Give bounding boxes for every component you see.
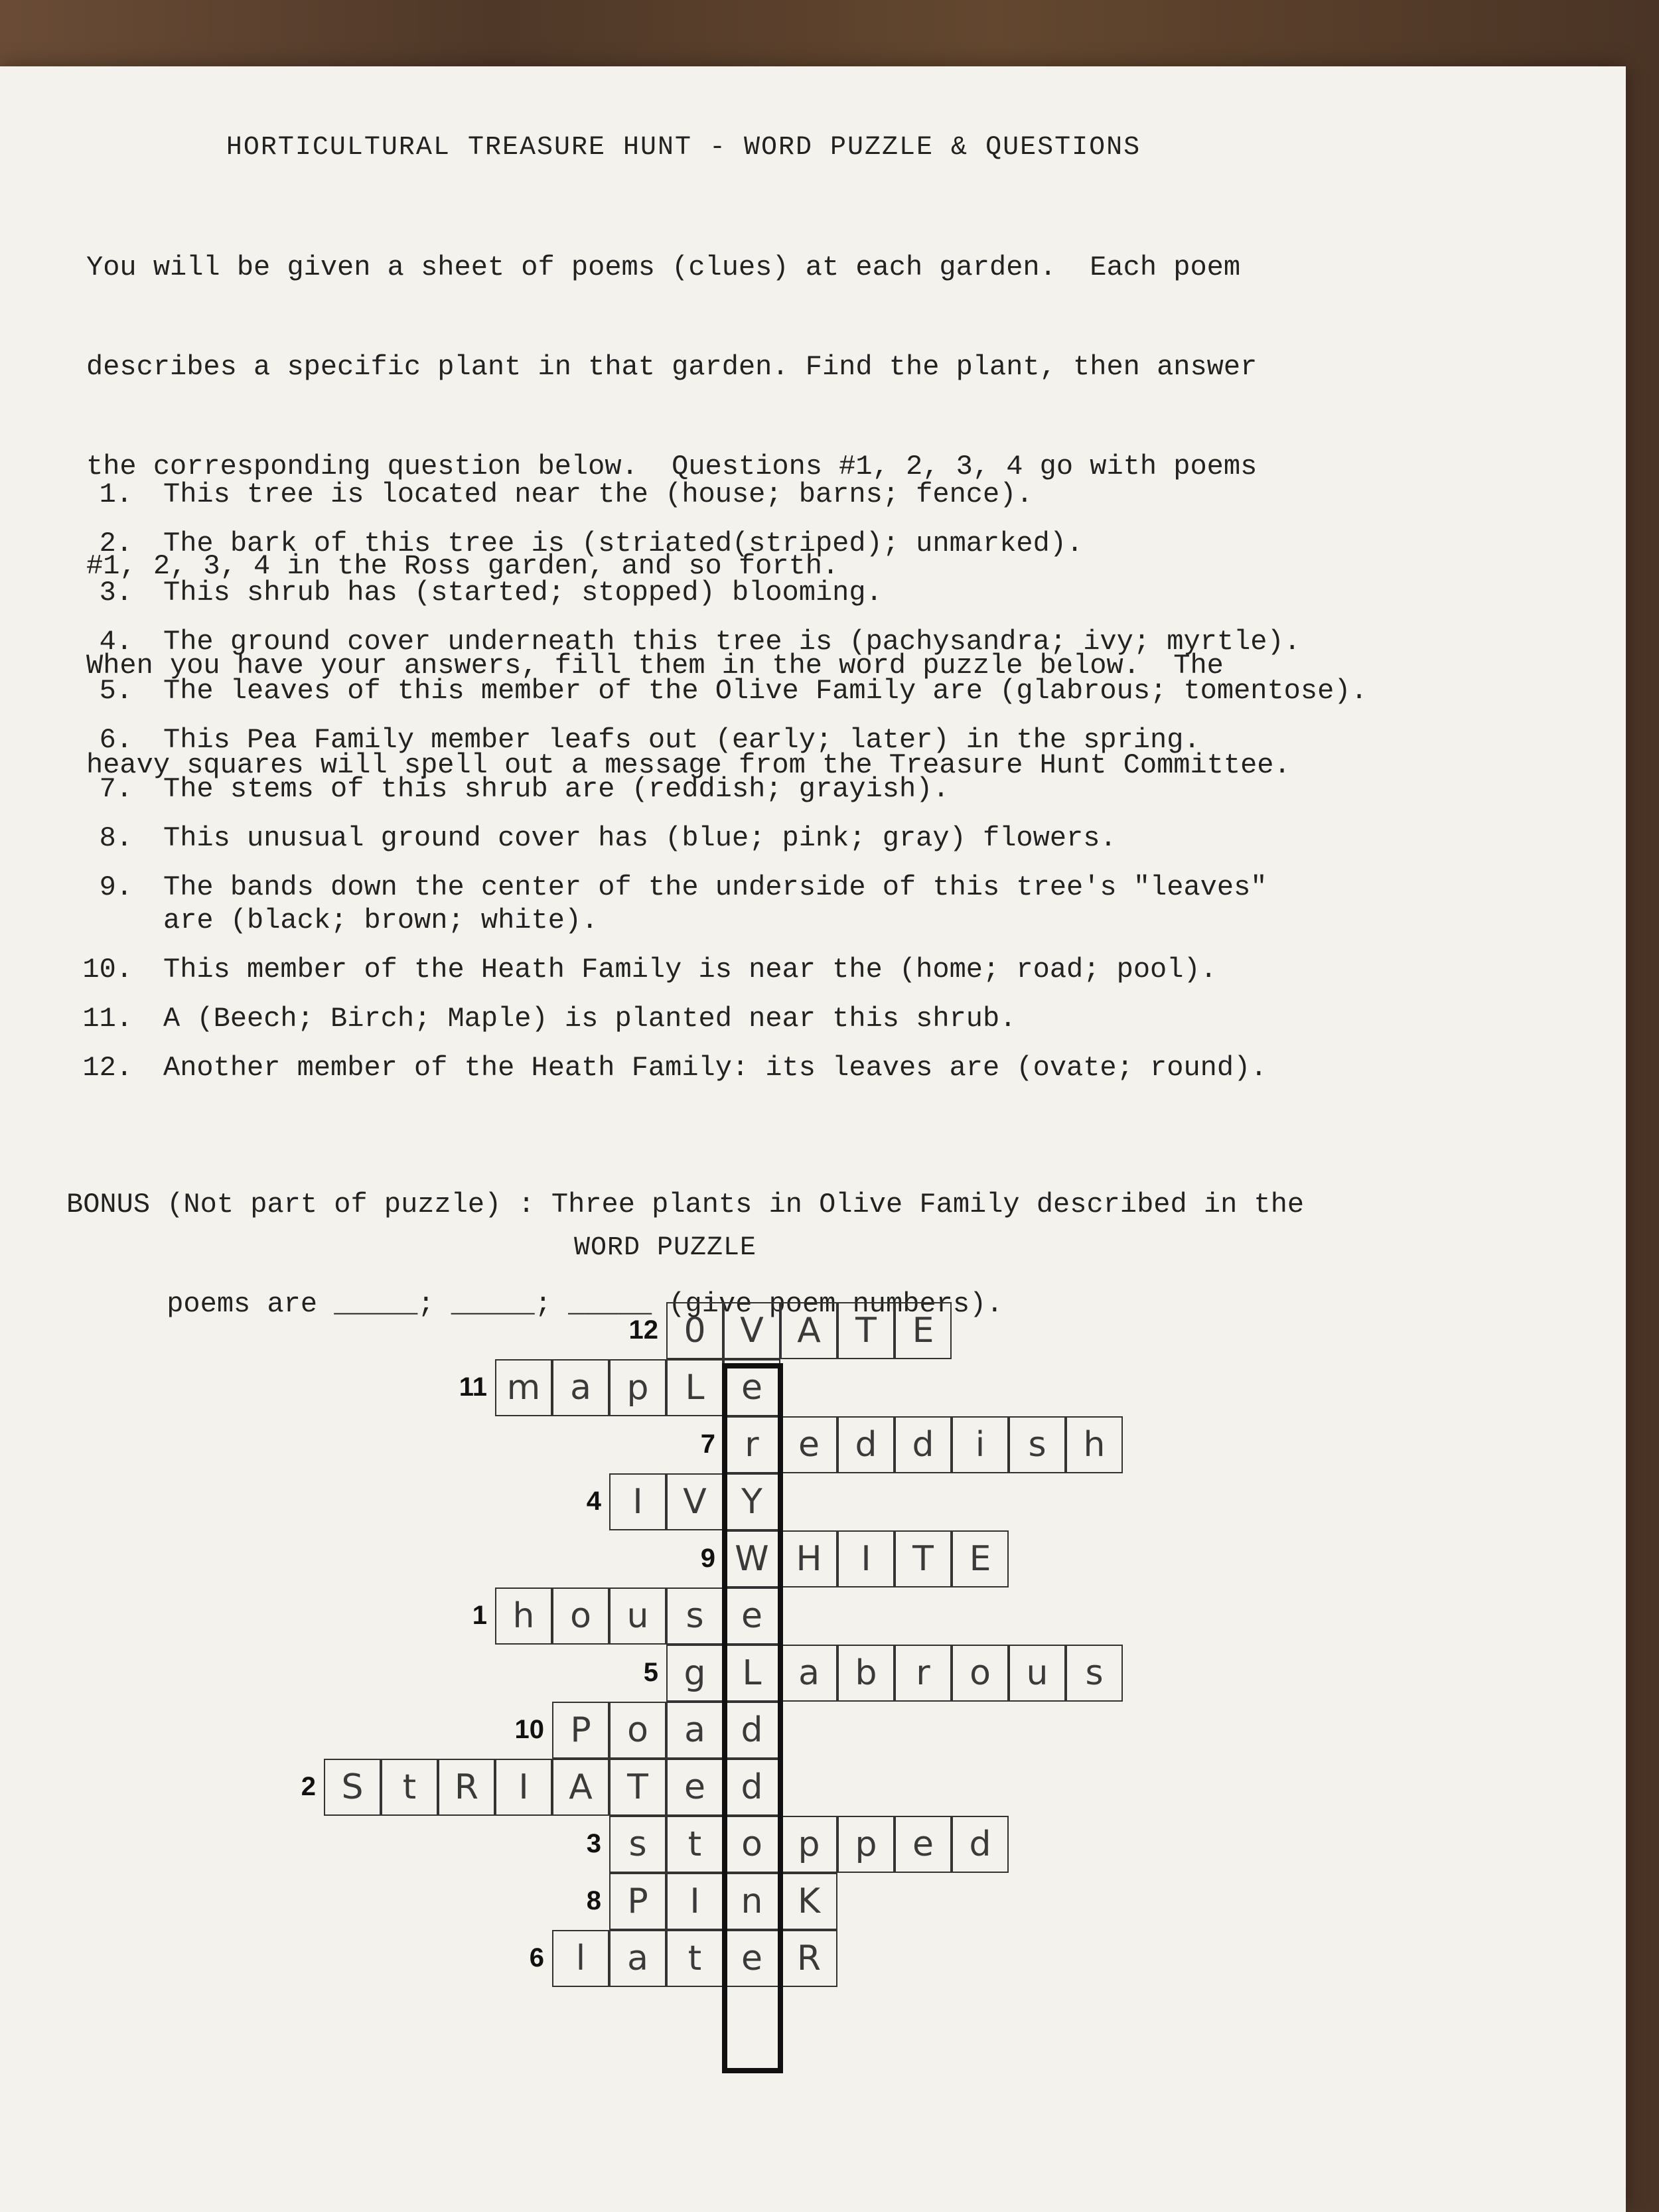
puzzle-cell[interactable]: d — [837, 1416, 895, 1473]
clue-number: 2 — [301, 1772, 316, 1801]
instruction-line: When you have your answers, fill them in the word puzzle below. The — [86, 650, 1224, 682]
question-3 — [60, 576, 1586, 625]
puzzle-cell[interactable]: b — [837, 1645, 895, 1702]
puzzle-cell[interactable]: s — [609, 1816, 666, 1873]
puzzle-cell[interactable]: g — [666, 1645, 723, 1702]
puzzle-cell[interactable]: e — [666, 1759, 723, 1816]
clue-number: 1 — [472, 1601, 487, 1630]
puzzle-cell[interactable]: L — [666, 1359, 723, 1416]
clue-number: 4 — [586, 1487, 601, 1516]
puzzle-cell[interactable]: r — [895, 1645, 952, 1702]
puzzle-cell[interactable]: p — [780, 1816, 837, 1873]
puzzle-cell[interactable]: S — [324, 1759, 381, 1816]
bonus-line: BONUS (Not part of puzzle) : Three plants in Olive Family described in the — [66, 1189, 1305, 1220]
puzzle-cell[interactable]: h — [495, 1587, 552, 1645]
puzzle-cell[interactable]: Y — [723, 1473, 780, 1530]
clue-number: 8 — [586, 1886, 601, 1915]
puzzle-cell[interactable]: T — [895, 1530, 952, 1587]
puzzle-cell[interactable]: h — [1066, 1416, 1123, 1473]
question-text — [163, 871, 1267, 937]
puzzle-cell[interactable]: s — [666, 1587, 723, 1645]
question-number: 7. — [99, 773, 133, 805]
question-text-line: The bands down the center of the underside of this tree's "leaves" — [163, 871, 1267, 903]
puzzle-cell[interactable]: o — [723, 1816, 780, 1873]
puzzle-cell[interactable]: I — [609, 1473, 666, 1530]
puzzle-cell[interactable]: o — [552, 1587, 609, 1645]
puzzle-cell[interactable]: u — [1009, 1645, 1066, 1702]
question-number: 4. — [99, 626, 133, 658]
question-7 — [60, 773, 1586, 822]
puzzle-cell[interactable]: a — [780, 1645, 837, 1702]
puzzle-cell[interactable]: t — [666, 1930, 723, 1987]
question-9 — [60, 871, 1586, 953]
puzzle-cell[interactable]: e — [723, 1930, 780, 1987]
question-text: This unusual ground cover has (blue; pink; gray) flowers. — [163, 822, 1117, 854]
puzzle-cell[interactable]: e — [723, 1587, 780, 1645]
puzzle-cell[interactable]: A — [552, 1759, 609, 1816]
question-text-line: are (black; brown; white). — [163, 905, 599, 936]
puzzle-cell[interactable]: V — [666, 1473, 723, 1530]
clue-number: 12 — [628, 1315, 658, 1345]
clue-number: 3 — [586, 1829, 601, 1858]
puzzle-cell[interactable]: o — [609, 1702, 666, 1759]
question-text: This Pea Family member leafs out (early; later) in the spring. — [163, 724, 1200, 756]
bonus-line: poems are _____; _____; _____ (give poem numbers). — [66, 1288, 1003, 1320]
question-1 — [60, 478, 1586, 527]
question-number: 2. — [99, 528, 133, 559]
question-number: 8. — [99, 822, 133, 854]
question-text: A (Beech; Birch; Maple) is planted near this shrub. — [163, 1003, 1017, 1035]
puzzle-cell[interactable]: H — [780, 1530, 837, 1587]
question-number: 6. — [99, 724, 133, 756]
question-text: This member of the Heath Family is near the (home; road; pool). — [163, 954, 1217, 986]
puzzle-cell[interactable]: a — [666, 1702, 723, 1759]
question-text: The ground cover underneath this tree is (pachysandra; ivy; myrtle). — [163, 626, 1301, 658]
question-12 — [60, 1051, 1586, 1100]
question-text: This tree is located near the (house; barns; fence). — [163, 479, 1033, 510]
puzzle-cell[interactable]: e — [723, 1359, 780, 1416]
question-text: This shrub has (started; stopped) blooming. — [163, 577, 883, 609]
puzzle-cell[interactable]: E — [952, 1530, 1009, 1587]
puzzle-cell[interactable]: P — [609, 1873, 666, 1930]
question-number: 11. — [82, 1003, 133, 1035]
puzzle-title: WORD PUZZLE — [574, 1233, 757, 1263]
puzzle-cell[interactable]: r — [723, 1416, 780, 1473]
puzzle-cell[interactable]: I — [495, 1759, 552, 1816]
instruction-line: the corresponding question below. Questions #1, 2, 3, 4 go with poems — [86, 451, 1258, 482]
puzzle-cell[interactable]: p — [837, 1816, 895, 1873]
puzzle-cell[interactable]: a — [609, 1930, 666, 1987]
instruction-line: heavy squares will spell out a message from the Treasure Hunt Committee. — [86, 749, 1291, 781]
puzzle-cell[interactable]: W — [723, 1530, 780, 1587]
question-text: The leaves of this member of the Olive Family are (glabrous; tomentose). — [163, 675, 1368, 707]
question-number: 9. — [99, 871, 133, 903]
question-2 — [60, 527, 1586, 576]
puzzle-cell[interactable]: T — [609, 1759, 666, 1816]
puzzle-cell[interactable]: 0 — [666, 1302, 723, 1359]
puzzle-cell[interactable]: n — [723, 1873, 780, 1930]
question-6 — [60, 723, 1586, 773]
clue-number: 11 — [459, 1372, 487, 1402]
puzzle-cell[interactable]: u — [609, 1587, 666, 1645]
puzzle-cell[interactable]: s — [1009, 1416, 1066, 1473]
puzzle-cell[interactable]: o — [952, 1645, 1009, 1702]
clue-number: 5 — [643, 1658, 658, 1687]
puzzle-cell[interactable]: T — [837, 1302, 895, 1359]
question-text: The stems of this shrub are (reddish; grayish). — [163, 773, 950, 805]
puzzle-cell[interactable]: e — [895, 1816, 952, 1873]
puzzle-cell[interactable]: R — [780, 1930, 837, 1987]
puzzle-cell[interactable]: I — [837, 1530, 895, 1587]
question-10 — [60, 953, 1586, 1002]
instruction-line: You will be given a sheet of poems (clues) at each garden. Each poem — [86, 252, 1241, 283]
puzzle-cell[interactable]: a — [552, 1359, 609, 1416]
question-11 — [60, 1002, 1586, 1051]
puzzle-cell[interactable]: d — [895, 1416, 952, 1473]
puzzle-cell[interactable]: d — [723, 1759, 780, 1816]
puzzle-cell[interactable]: t — [666, 1816, 723, 1873]
worksheet-page — [0, 66, 1626, 2212]
puzzle-cell[interactable]: E — [895, 1302, 952, 1359]
puzzle-cell[interactable]: t — [381, 1759, 438, 1816]
question-list — [60, 478, 1586, 1100]
puzzle-cell[interactable]: p — [609, 1359, 666, 1416]
question-number: 5. — [99, 675, 133, 707]
instruction-line: #1, 2, 3, 4 in the Ross garden, and so forth. — [86, 550, 839, 582]
puzzle-cell[interactable]: K — [780, 1873, 837, 1930]
question-number: 10. — [82, 954, 133, 986]
puzzle-cell[interactable]: I — [666, 1873, 723, 1930]
puzzle-cell[interactable]: A — [780, 1302, 837, 1359]
question-number: 1. — [99, 479, 133, 510]
question-number: 3. — [99, 577, 133, 609]
instruction-line: describes a specific plant in that garden. Find the plant, then answer — [86, 351, 1258, 383]
puzzle-cell[interactable]: L — [723, 1645, 780, 1702]
puzzle-cell[interactable]: P — [552, 1702, 609, 1759]
clue-number: 6 — [529, 1943, 544, 1972]
puzzle-cell[interactable]: V — [723, 1302, 780, 1359]
puzzle-cell[interactable]: d — [723, 1702, 780, 1759]
puzzle-cell[interactable]: R — [438, 1759, 495, 1816]
clue-number: 7 — [700, 1430, 715, 1459]
clue-number: 9 — [700, 1544, 715, 1573]
puzzle-cell[interactable]: m — [495, 1359, 552, 1416]
question-8 — [60, 822, 1586, 871]
puzzle-cell[interactable]: d — [952, 1816, 1009, 1873]
clue-number: 10 — [514, 1715, 544, 1744]
question-5 — [60, 674, 1586, 723]
question-text: Another member of the Heath Family: its leaves are (ovate; round). — [163, 1052, 1267, 1084]
puzzle-cell[interactable]: s — [1066, 1645, 1123, 1702]
puzzle-cell[interactable]: e — [780, 1416, 837, 1473]
question-number: 12. — [82, 1052, 133, 1084]
puzzle-cell[interactable]: i — [952, 1416, 1009, 1473]
question-4 — [60, 625, 1586, 674]
question-text: The bark of this tree is (striated(striped); unmarked). — [163, 528, 1084, 559]
page-title: HORTICULTURAL TREASURE HUNT - WORD PUZZLE & QUESTIONS — [226, 133, 1141, 163]
puzzle-cell[interactable]: l — [552, 1930, 609, 1987]
